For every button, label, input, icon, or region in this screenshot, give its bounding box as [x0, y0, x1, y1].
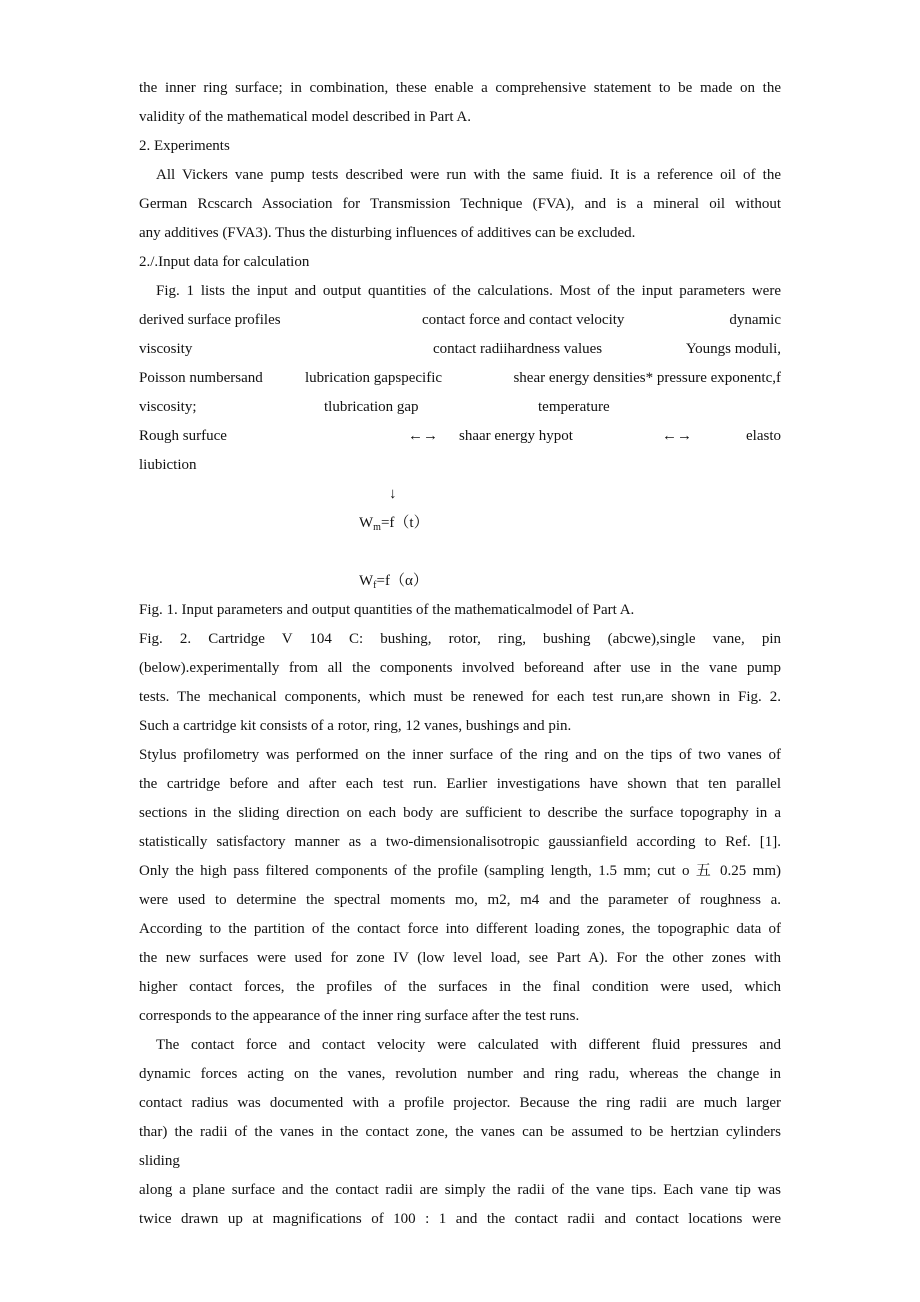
subsection-heading: 2./.Input data for calculation	[139, 254, 310, 270]
text-line: Only the high pass filtered components of the profile (sampling length, 1.5 mm; cut o 五 0.25 mm)	[139, 863, 781, 879]
text-line: were used to determine the spectral moments mo, m2, m4 and the parameter of roughness a.	[139, 892, 781, 908]
diagram-label: Youngs moduli,	[685, 341, 781, 357]
text-line: dynamic forces acting on the vanes, revolution number and ring radu, whereas the change in	[139, 1066, 781, 1082]
diagram-label: derived surface profiles	[139, 312, 281, 328]
diagram-label: contact radiihardness values	[433, 341, 603, 357]
diagram-label: liubiction	[139, 457, 197, 473]
text-line: Fig. 1 lists the input and output quantities of the calculations. Most of the input parameters were	[156, 283, 781, 299]
text-line: tests. The mechanical components, which must be renewed for each test run,are shown in Fig. 2.	[139, 689, 781, 705]
diagram-label: viscosity	[139, 341, 193, 357]
text-line: along a plane surface and the contact radii are simply the radii of the vane tips. Each vane tip was	[139, 1182, 781, 1198]
text-line: Such a cartridge kit consists of a rotor, ring, 12 vanes, bushings and pin.	[139, 718, 572, 734]
text-line: corresponds to the appearance of the inner ring surface after the test runs.	[139, 1008, 580, 1024]
text-line: The contact force and contact velocity were calculated with different fluid pressures and	[156, 1037, 781, 1053]
diagram-label: shaar energy hypot	[459, 428, 573, 444]
double-arrow-icon: ←→	[408, 428, 438, 444]
text-line: German Rcscarch Association for Transmission Technique (FVA), and is a mineral oil without	[139, 196, 781, 212]
output-formula-wm: $W_m=f(t)$	[359, 515, 429, 533]
text-line: higher contact forces, the profiles of the surfaces in the final condition were used, which	[139, 979, 781, 995]
text-line: thar) the radii of the vanes in the contact zone, the vanes can be assumed to be hertzian cylinders	[139, 1124, 781, 1140]
diagram-label: viscosity;	[139, 399, 197, 415]
double-arrow-icon: ←→	[662, 428, 692, 444]
text-line: sections in the sliding direction on each body are sufficient to describe the surface topography in a	[139, 805, 781, 821]
diagram-label: shear energy densities* pressure exponentc,f	[513, 370, 781, 386]
diagram-label: dynamic	[729, 312, 781, 328]
figure-caption: Fig. 1. Input parameters and output quantities of the mathematicalmodel of Part A.	[139, 602, 635, 618]
text-line: any additives (FVA3). Thus the disturbing influences of additives can be excluded.	[139, 225, 636, 241]
text-line: validity of the mathematical model described in Part A.	[139, 109, 471, 125]
text-line: statistically satisfactory manner as a two-dimensionalisotropic gaussianfield according to Ref. [1].	[139, 834, 781, 850]
diagram-label: tlubrication gap	[324, 399, 419, 415]
text-line: Stylus profilometry was performed on the inner surface of the ring and on the tips of two vanes of	[139, 747, 781, 763]
text-line: the new surfaces were used for zone IV (low level load, see Part A). For the other zones with	[139, 950, 781, 966]
text-line: According to the partition of the contact force into different loading zones, the topographic data of	[139, 921, 781, 937]
diagram-label: Rough surfuce	[139, 428, 227, 444]
section-heading: 2. Experiments	[139, 138, 230, 154]
diagram-label: temperature	[538, 399, 610, 415]
text-line: All Vickers vane pump tests described were run with the same fiuid. It is a reference oil of the	[156, 167, 781, 183]
diagram-label: contact force and contact velocity	[422, 312, 625, 328]
text-line: twice drawn up at magnifications of 100 : 1 and the contact radii and contact locations were	[139, 1211, 781, 1227]
diagram-label: lubrication gapspecific	[305, 370, 443, 386]
text-line: (below).experimentally from all the components involved beforeand after use in the vane pump	[139, 660, 781, 676]
down-arrow-icon: ↓	[389, 486, 397, 502]
text-line: sliding	[139, 1153, 180, 1169]
text-line: the inner ring surface; in combination, these enable a comprehensive statement to be made on the	[139, 80, 781, 96]
diagram-label: elasto	[746, 428, 781, 444]
text-line: the cartridge before and after each test run. Earlier investigations have shown that ten parallel	[139, 776, 781, 792]
text-line: contact radius was documented with a profile projector. Because the ring radii are much larger	[139, 1095, 781, 1111]
diagram-label: Poisson numbersand	[139, 370, 263, 386]
output-formula-wf: $W_f=f(\alpha)$	[359, 573, 428, 591]
figure-caption: Fig. 2. Cartridge V 104 C: bushing, rotor, ring, bushing (abcwe),single vane, pin	[139, 631, 781, 647]
